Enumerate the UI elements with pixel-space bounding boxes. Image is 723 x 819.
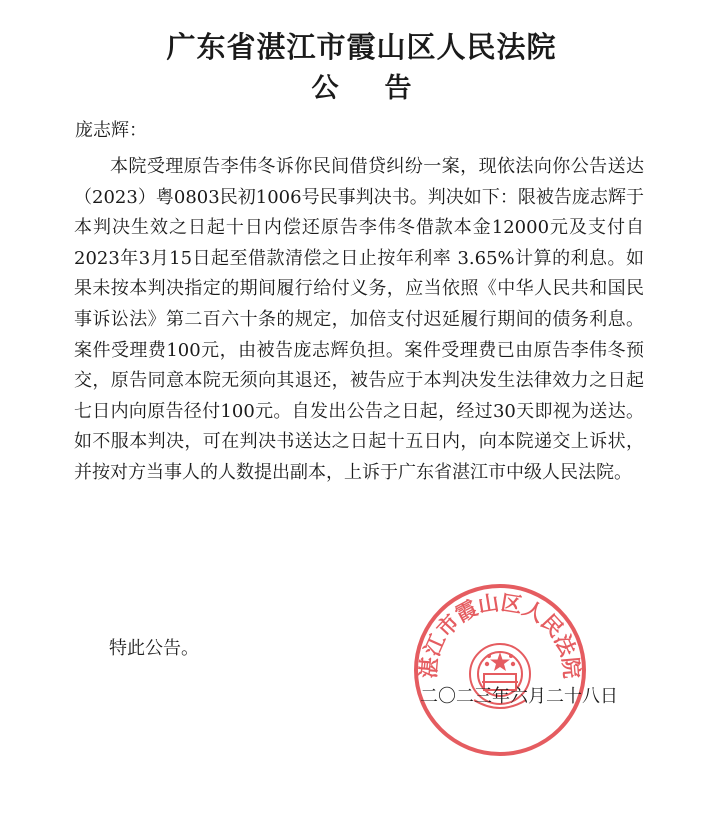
court-seal	[412, 582, 588, 758]
court-name: 广东省湛江市霞山区人民法院	[166, 30, 557, 64]
emblem-stars-icon	[485, 652, 515, 671]
notice-body: 本院受理原告李伟冬诉你民间借贷纠纷一案，现依法向你公告送达（2023）粤0803民初1006号民事判决书。判决如下：限被告庞志辉于本判决生效之日起十日内偿还原告李伟冬借款本金12000元及支付自2023年3月15日起至借款清偿之日止按年利率 3.65%计算的利息。如果未按本判决指定的期间履行给付义务，应当依照《中华人民共和国民事诉讼法》第二百六十条的规定，加倍支付迟延履行期间的债务利息。案件受理费100元，由被告庞志辉负担。案件受理费已由原告李伟冬预交，原告同意本院无须向其退还，被告应于本判决发生法律效力之日起七日内向原告径付100元。自发出公告之日起，经过30天即视为送达。如不服本判决，可在判决书送达之日起十五日内，向本院递交上诉状，并按对方当事人的人数提出副本，上诉于广东省湛江市中级人民法院。	[74, 156, 644, 483]
seal-text: 湛江市霞山区人民法院	[415, 589, 585, 680]
closing-phrase: 特此公告。	[109, 638, 199, 659]
addressee: 庞志辉：	[75, 120, 147, 141]
notice-title: 公告	[311, 73, 458, 104]
issue-date: 二〇二三年六月二十八日	[420, 686, 618, 707]
